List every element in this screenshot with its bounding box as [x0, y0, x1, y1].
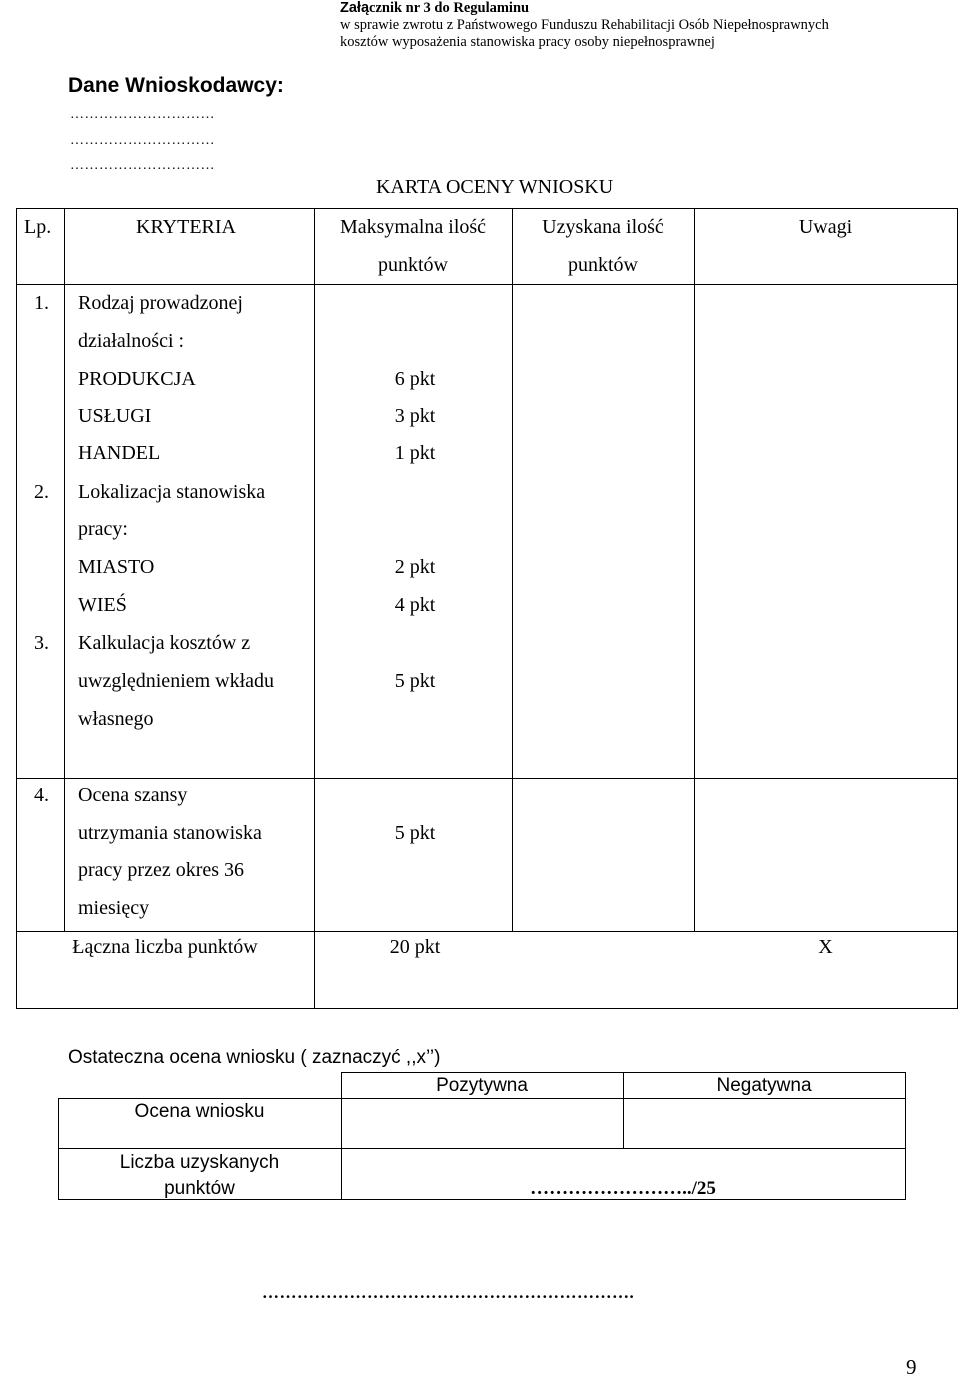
total-points: 20 pkt: [389, 936, 441, 958]
card-title: KARTA OCENY WNIOSKU: [376, 176, 614, 198]
row-4-points: 5 pkt: [394, 822, 436, 844]
row-2-points: 2 pkt: [394, 556, 436, 578]
row-4-criterion: utrzymania stanowiska: [78, 822, 262, 844]
applicant-dots-line: …………………………: [70, 158, 215, 173]
header-criteria: KRYTERIA: [136, 216, 236, 238]
row-3-number: 3.: [34, 632, 49, 654]
row-1-criterion: działalności :: [78, 330, 185, 352]
final-assessment-title: Ostateczna ocena wniosku ( zaznaczyć ,,x’’): [68, 1047, 441, 1068]
table-border: [58, 1148, 906, 1149]
row-4-criterion: pracy przez okres 36: [78, 859, 245, 881]
row-4-number: 4.: [34, 784, 49, 806]
annex-header: [340, 0, 829, 51]
applicant-dots-line: …………………………: [70, 107, 215, 122]
row-1-points: 3 pkt: [394, 405, 436, 427]
total-label: Łączna liczba punktów: [72, 936, 258, 958]
header-max-points: Maksymalna ilość: [339, 216, 487, 238]
row-2-criterion: Lokalizacja stanowiska: [78, 481, 266, 503]
row-1-points: 6 pkt: [394, 368, 436, 390]
header-lp: Lp.: [24, 216, 52, 238]
option-negative: Negatywna: [716, 1075, 812, 1096]
row-2-criterion: pracy:: [78, 518, 128, 540]
header-obtained-points: Uzyskana ilość: [542, 216, 664, 238]
row-2-number: 2.: [34, 481, 49, 503]
row-1-option-trade: HANDEL: [78, 442, 161, 464]
row-2-option-village: WIEŚ: [78, 594, 127, 616]
points-label: Liczba uzyskanych: [119, 1152, 280, 1173]
option-positive: Pozytywna: [436, 1075, 528, 1096]
annex-subtitle-line-2: kosztów wyposażenia stanowiska pracy osoby niepełnosprawnej: [340, 34, 715, 50]
table-border: [905, 1072, 906, 1200]
row-1-criterion: Rodzaj prowadzonej: [78, 292, 243, 314]
table-border: [16, 208, 17, 1009]
total-notes-mark: X: [818, 936, 833, 958]
row-3-points: 5 pkt: [394, 670, 436, 692]
page-number: 9: [906, 1355, 917, 1379]
header-notes: Uwagi: [798, 216, 853, 238]
row-1-option-services: USŁUGI: [78, 405, 152, 427]
table-border: [957, 208, 958, 1009]
applicant-dots-line: …………………………: [70, 133, 215, 148]
row-3-criterion: własnego: [78, 708, 154, 730]
row-1-number: 1.: [34, 292, 49, 314]
header-max-points-unit: punktów: [378, 254, 448, 276]
annex-title: Załącznik nr 3 do Regulaminu: [340, 0, 530, 16]
points-value: ……………………../25: [530, 1178, 716, 1199]
row-1-points: 1 pkt: [394, 442, 436, 464]
row-1-option-production: PRODUKCJA: [78, 368, 196, 390]
table-border: [64, 208, 65, 932]
table-border: [16, 1008, 958, 1009]
row-4-criterion: miesięcy: [78, 897, 150, 919]
table-border: [694, 208, 695, 932]
signature-dots: ……………………………………………………….: [262, 1283, 635, 1302]
assessment-label: Ocena wniosku: [134, 1101, 265, 1122]
row-3-criterion: Kalkulacja kosztów z: [78, 632, 251, 654]
row-3-criterion: uwzględnieniem wkładu: [78, 670, 275, 692]
points-label: punktów: [164, 1178, 235, 1199]
row-4-criterion: Ocena szansy: [78, 784, 188, 806]
row-2-points: 4 pkt: [394, 594, 436, 616]
applicant-data-heading: Dane Wnioskodawcy:: [68, 74, 284, 97]
header-obtained-points-unit: punktów: [568, 254, 638, 276]
row-2-option-city: MIASTO: [78, 556, 155, 578]
annex-subtitle-line-1: w sprawie zwrotu z Państwowego Funduszu Rehabilitacji Osób Niepełnosprawnych: [340, 17, 829, 33]
